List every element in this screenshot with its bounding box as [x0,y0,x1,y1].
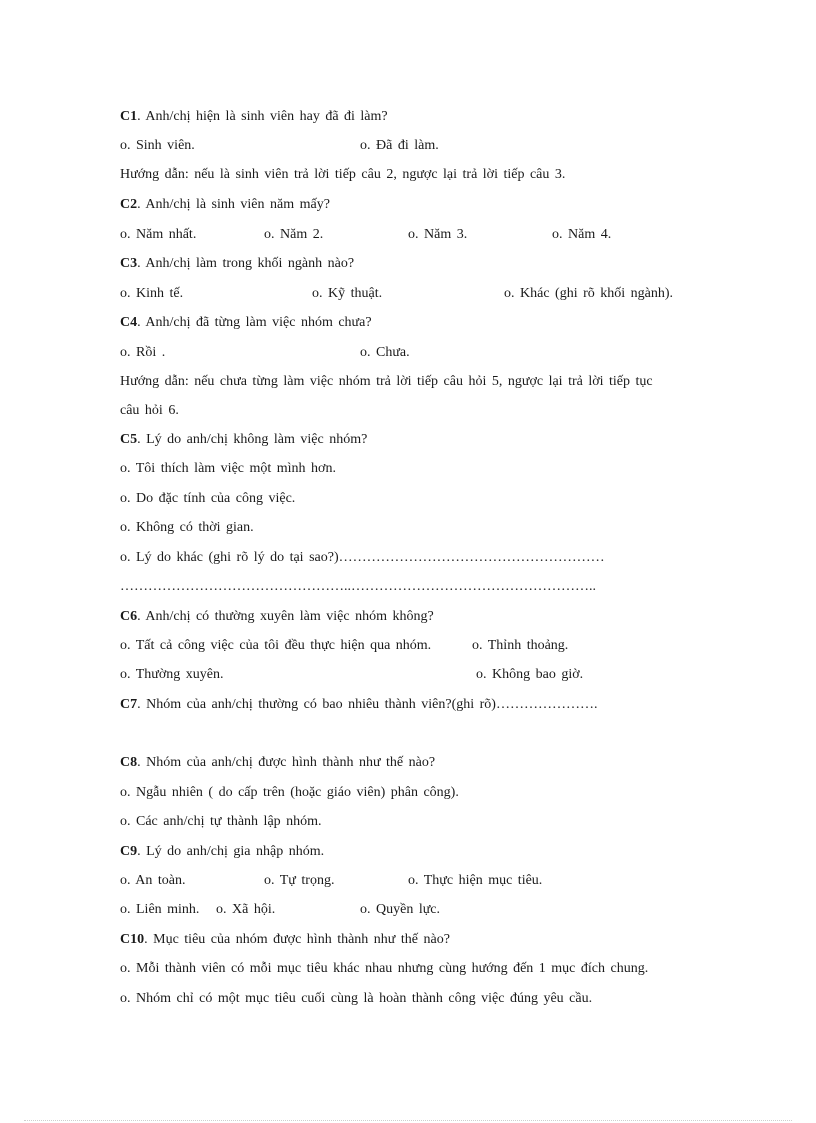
option-c1-working[interactable]: o. Đã đi làm. [360,138,439,153]
question-text: . Anh/chị làm trong khối ngành nào? [137,256,355,271]
option-c9-self-esteem[interactable]: o. Tự trọng. [264,873,335,888]
option-c6-sometimes[interactable]: o. Thỉnh thoảng. [472,638,569,653]
question-text: . Anh/chị hiện là sinh viên hay đã đi làm? [137,109,388,124]
option-c3-engineering[interactable]: o. Kỹ thuật. [312,286,383,301]
question-text: . Nhóm của anh/chị được hình thành như thế nào? [137,755,436,770]
question-number: C2 [120,197,138,212]
option-c5-no-time[interactable]: o. Không có thời gian. [120,520,254,535]
question-text: . Anh/chị là sinh viên năm mấy? [137,197,330,212]
answer-blank-dots[interactable]: …………………………………………..…………………………………………….. [120,579,596,594]
question-c8 [120,754,435,772]
question-c4 [120,314,372,332]
question-number: C1 [120,109,138,124]
option-c1-student[interactable]: o. Sinh viên. [120,138,195,153]
question-text: . Lý do anh/chị gia nhập nhóm. [137,844,325,859]
option-c6-never[interactable]: o. Không bao giờ. [476,667,584,682]
question-number: C3 [120,256,138,271]
option-c10-shared-direction[interactable]: o. Mỗi thành viên có mỗi mục tiêu khác nhau nhưng cùng hướng đến 1 mục đích chung. [120,961,649,976]
instruction-note: Hướng dẫn: nếu chưa từng làm việc nhóm trả lời tiếp câu hỏi 5, ngược lại trả lời tiếp tục [120,374,653,389]
option-c9-social[interactable]: o. Xã hội. [216,902,276,917]
option-c8-random[interactable]: o. Ngẫu nhiên ( do cấp trên (hoặc giáo viên) phân công). [120,785,459,800]
option-c6-often[interactable]: o. Thường xuyên. [120,667,224,682]
option-c4-yes[interactable]: o. Rồi . [120,345,166,360]
instruction-note-continued: câu hỏi 6. [120,403,179,418]
option-c9-goals[interactable]: o. Thực hiện mục tiêu. [408,873,543,888]
question-c1 [120,108,388,126]
option-c5-other-reason[interactable]: o. Lý do khác (ghi rõ lý do tại sao?)………………………………………………… [120,550,605,565]
question-text: . Nhóm của anh/chị thường có bao nhiêu thành viên?(ghi rõ)…………………. [137,697,598,712]
question-c6 [120,608,434,626]
question-number: C8 [120,755,138,770]
question-c3 [120,255,354,273]
question-c7 [120,696,597,714]
option-c4-not-yet[interactable]: o. Chưa. [360,345,410,360]
question-number: C4 [120,315,138,330]
question-c5 [120,431,367,449]
option-c9-power[interactable]: o. Quyền lực. [360,902,441,917]
option-c2-year1[interactable]: o. Năm nhất. [120,227,197,242]
option-c9-safety[interactable]: o. An toàn. [120,873,186,888]
option-c3-economics[interactable]: o. Kinh tế. [120,286,184,301]
question-number: C5 [120,432,138,447]
question-number: C7 [120,697,138,712]
option-c2-year2[interactable]: o. Năm 2. [264,227,324,242]
question-text: . Anh/chị đã từng làm việc nhóm chưa? [137,315,372,330]
option-c8-self-formed[interactable]: o. Các anh/chị tự thành lập nhóm. [120,814,322,829]
option-c3-other[interactable]: o. Khác (ghi rõ khối ngành). [504,286,674,301]
question-c10 [120,931,450,949]
option-c10-single-goal[interactable]: o. Nhóm chỉ có một mục tiêu cuối cùng là hoàn thành công việc đúng yêu cầu. [120,991,593,1006]
option-c9-alliance[interactable]: o. Liên minh. [120,902,200,917]
page-bottom-divider [24,1120,792,1121]
option-c5-job-nature[interactable]: o. Do đặc tính của công việc. [120,491,296,506]
option-c5-prefer-alone[interactable]: o. Tôi thích làm việc một mình hơn. [120,461,336,476]
option-c2-year4[interactable]: o. Năm 4. [552,227,612,242]
option-c6-all-work[interactable]: o. Tất cả công việc của tôi đều thực hiện qua nhóm. [120,638,432,653]
instruction-note: Hướng dẫn: nếu là sinh viên trả lời tiếp câu 2, ngược lại trả lời tiếp câu 3. [120,167,566,182]
question-number: C9 [120,844,138,859]
question-number: C10 [120,932,145,947]
question-text: . Lý do anh/chị không làm việc nhóm? [137,432,368,447]
question-text: . Mục tiêu của nhóm được hình thành như thế nào? [144,932,450,947]
question-text: . Anh/chị có thường xuyên làm việc nhóm không? [137,609,434,624]
question-number: C6 [120,609,138,624]
question-c9 [120,843,324,861]
question-c2 [120,196,330,214]
option-c2-year3[interactable]: o. Năm 3. [408,227,468,242]
